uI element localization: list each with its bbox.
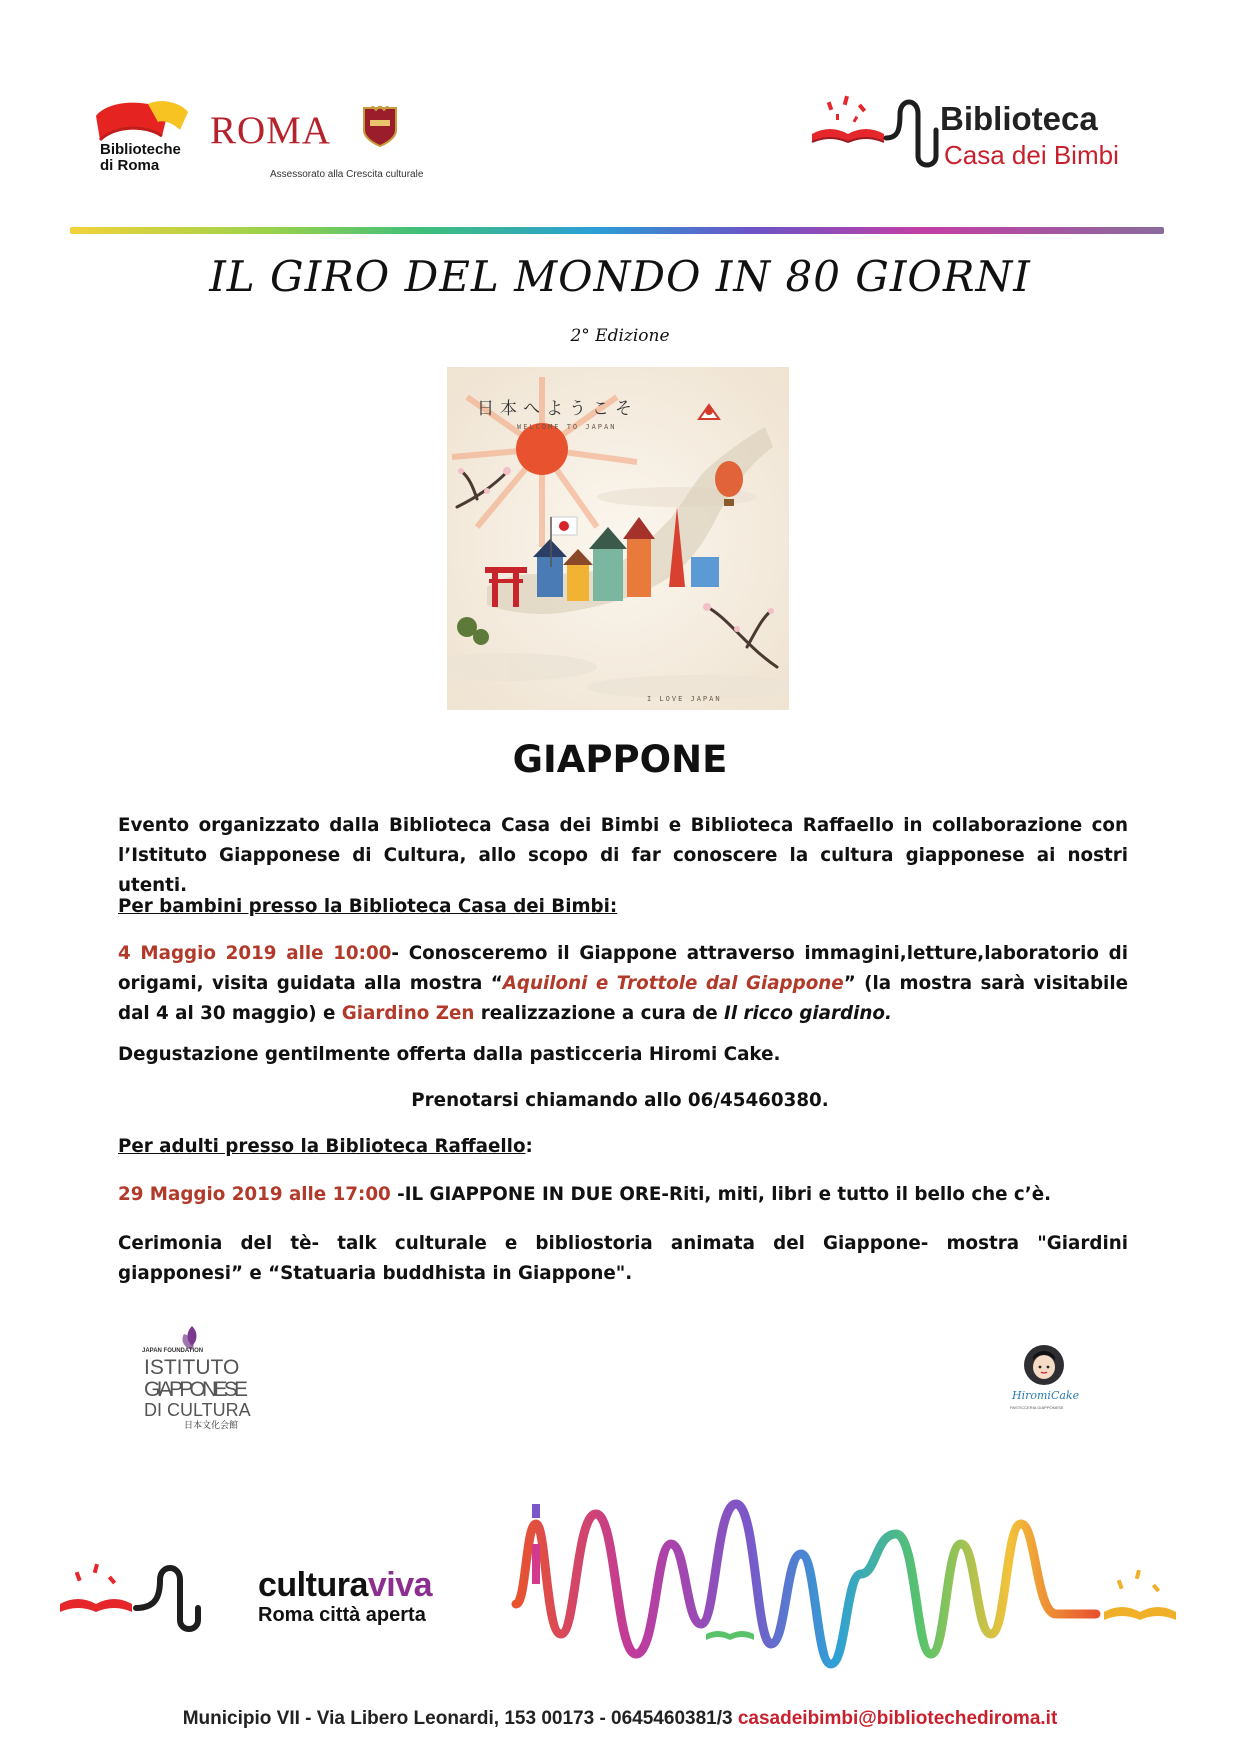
- illustration-footer-text: I LOVE JAPAN: [647, 695, 722, 703]
- adult-heading-text: Per adulti presso la Biblioteca Raffaello: [118, 1136, 526, 1157]
- casa-dei-bimbi-title: Biblioteca: [940, 100, 1098, 137]
- igc-line-2: GIAPPONESE: [144, 1378, 248, 1401]
- igc-line-1: ISTITUTO: [144, 1356, 240, 1379]
- kids-event-text-1: - Conosceremo il Giappone attraverso immagini,letture,laboratorio di origami, visita guidata alla mostra “: [118, 943, 1129, 994]
- kids-heading: Per bambini presso la Biblioteca Casa dei Bimbi:: [118, 896, 618, 917]
- culturaviva-tagline: Roma città aperta: [258, 1604, 426, 1626]
- section-heading: GIAPPONE: [512, 738, 728, 781]
- kids-zen-garden: Giardino Zen: [341, 1003, 475, 1024]
- footer-address: Municipio VII - Via Libero Leonardi, 153 00173 - 0645460381/3: [182, 1708, 738, 1729]
- adult-heading: [118, 1132, 1128, 1162]
- illustration-japanese-title: 日本へようこそ: [477, 399, 638, 419]
- adult-event-paragraph: [118, 1180, 1128, 1210]
- istituto-giapponese-logo: [140, 1322, 280, 1430]
- casa-dei-bimbi-book-icon: [808, 90, 948, 170]
- edition-label: 2° Edizione: [570, 326, 670, 346]
- japan-map-illustration: [447, 367, 789, 710]
- booking-line: Prenotarsi chiamando allo 06/45460380.: [411, 1090, 829, 1111]
- hiromi-cake-logo: [1006, 1343, 1082, 1413]
- culturaviva-skyline-band: [56, 1484, 1186, 1684]
- kids-exhibition-title: Aquiloni e Trottole dal Giappone: [502, 973, 844, 994]
- culturaviva-wordmark: [258, 1566, 432, 1605]
- biblioteche-di-roma-text: Biblioteche di Roma: [100, 141, 181, 174]
- adult-heading-colon: :: [525, 1136, 533, 1157]
- igc-top-text: JAPAN FOUNDATION: [142, 1348, 204, 1354]
- adult-event-date: 29 Maggio 2019 alle 17:00: [118, 1184, 391, 1205]
- igc-line-3: DI CULTURA: [144, 1400, 251, 1420]
- hiromi-subtitle: PASTICCERIA GIAPPONESE: [1010, 1405, 1064, 1410]
- page-title: IL GIRO DEL MONDO IN 80 GIORNI: [209, 252, 1031, 301]
- intro-paragraph: Evento organizzato dalla Biblioteca Casa dei Bimbi e Biblioteca Raffaello in collaborazione con l’Istituto Giapponese di Cultura, allo scopo di far conoscere la cultura giapponese ai nostri utenti.: [118, 815, 1128, 896]
- kids-event-text-2: ” (la mostra sarà visitabile dal 4 al 30 maggio) e: [118, 973, 1128, 1024]
- kids-event-date: 4 Maggio 2019 alle 10:00: [118, 943, 392, 964]
- adult-event-text: -IL GIAPPONE IN DUE ORE-Riti, miti, libri e tutto il bello che c’è.: [390, 1184, 1052, 1205]
- kids-garden-name: Il ricco giardino.: [724, 1003, 892, 1024]
- kids-event-paragraph: [118, 939, 1128, 1029]
- tasting-paragraph: Degustazione gentilmente offerta dalla pasticceria Hiromi Cake.: [118, 1044, 781, 1065]
- roma-subtitle: Assessorato alla Crescita culturale: [270, 169, 424, 180]
- kids-event-text-3: realizzazione a cura de: [474, 1003, 725, 1024]
- igc-japanese-text: 日本文化会館: [184, 1421, 239, 1430]
- hiromi-name: HiromiCake: [1012, 1389, 1080, 1402]
- cultura-word: cultura: [258, 1566, 368, 1604]
- roma-wordmark: ROMA: [210, 109, 332, 152]
- rainbow-divider: [70, 227, 1164, 234]
- footer-email-link[interactable]: casadeibimbi@bibliotechediroma.it: [737, 1708, 1058, 1729]
- viva-word: viva: [367, 1566, 433, 1604]
- footer-contact: [0, 1708, 1240, 1730]
- ceremony-paragraph: Cerimonia del tè- talk culturale e bibliostoria animata del Giappone- mostra "Giardini giapponesi” e “Statuaria buddhista in Giappone".: [118, 1233, 1128, 1284]
- roma-shield-icon: [362, 106, 398, 148]
- casa-dei-bimbi-subtitle: Casa dei Bimbi: [944, 140, 1119, 170]
- illustration-welcome-text: WELCOME TO JAPAN: [517, 423, 617, 431]
